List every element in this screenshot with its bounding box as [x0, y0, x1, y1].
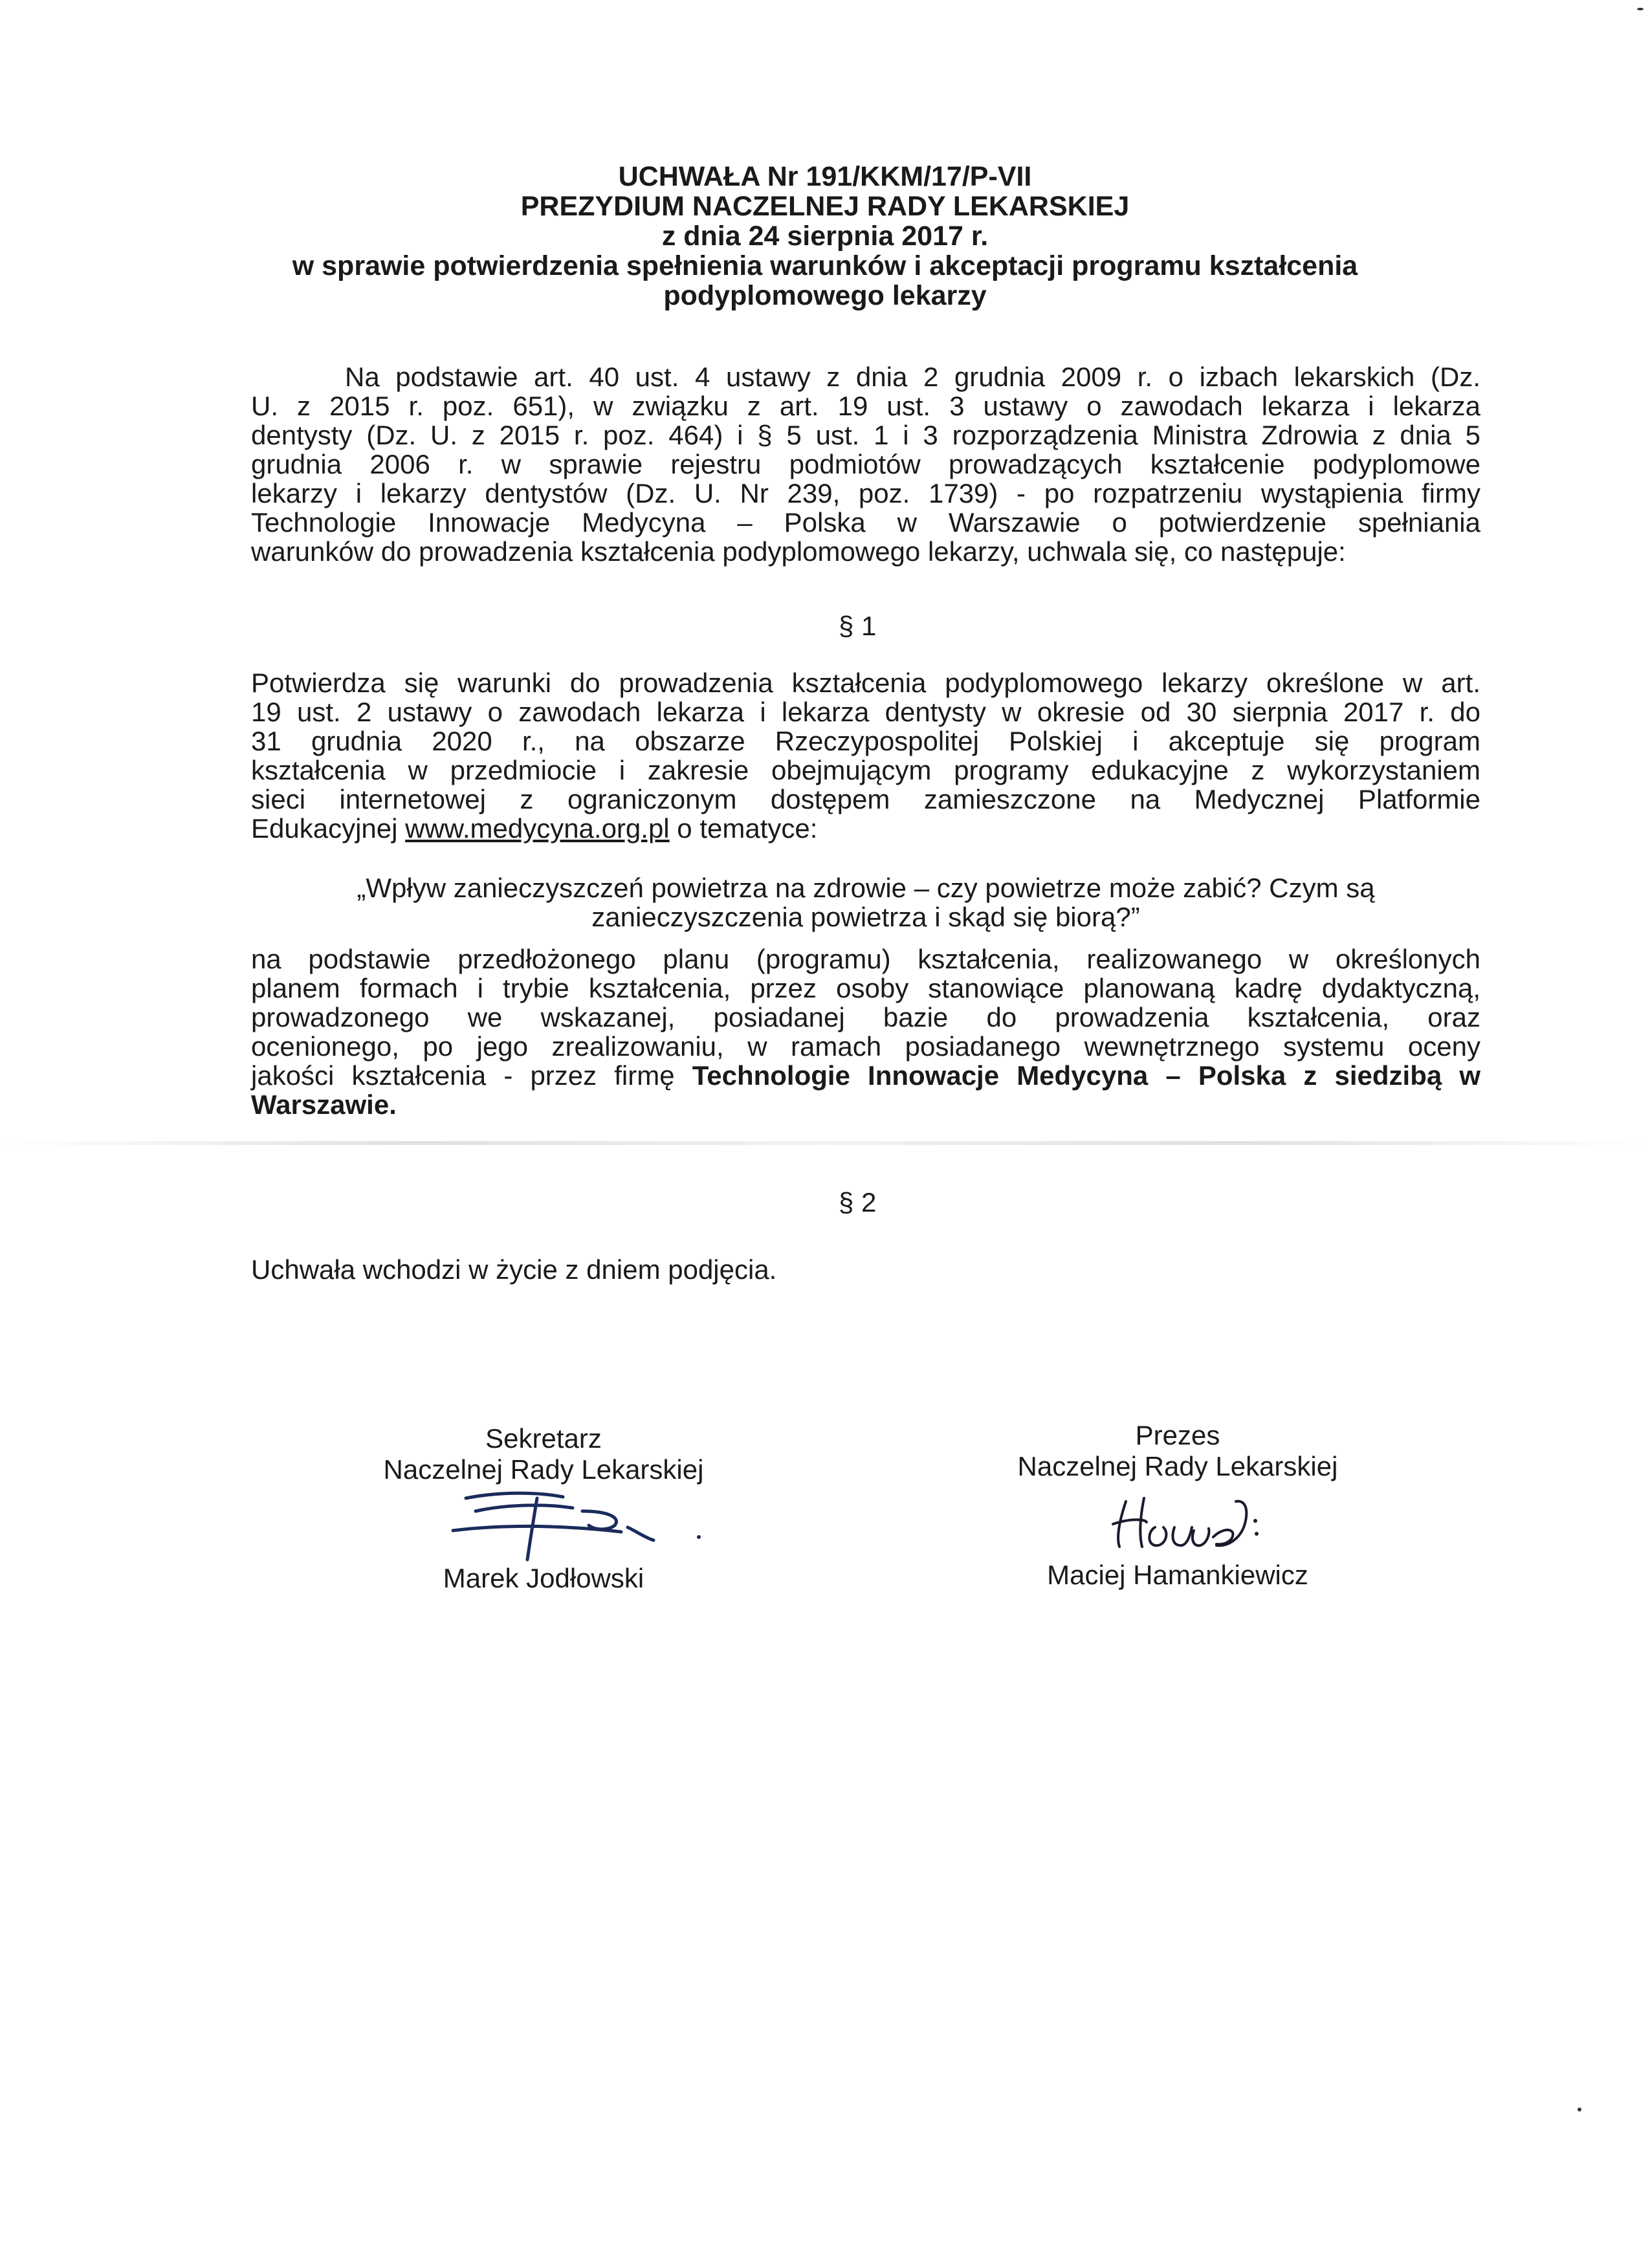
signature-block-secretary	[349, 1423, 738, 1594]
section-1-line: Edukacyjnej www.medycyna.org.pl o tematyce:	[251, 813, 818, 844]
company-city: Warszawie.	[251, 1089, 397, 1120]
section-2-text: Uchwała wchodzi w życie z dniem podjęcia.	[251, 1254, 777, 1285]
section-1-line: planem formach i trybie kształcenia, przez osoby stanowiące planowaną kadrę dydaktyczną,	[251, 973, 1480, 1003]
platform-link[interactable]: www.medycyna.org.pl	[405, 813, 670, 844]
intro-line: dentysty (Dz. U. z 2015 r. poz. 464) i § 5 ust. 1 i 3 rozporządzenia Ministra Zdrowia z dnia 5	[251, 420, 1480, 450]
signer-name: Marek Jodłowski	[443, 1563, 644, 1593]
quote-line: „Wpływ zanieczyszczeń powietrza na zdrowie – czy powietrze może zabić? Czym są	[357, 873, 1375, 903]
section-1-line: kształcenia w przedmiocie i zakresie obejmującym programy edukacyjne z wykorzystaniem	[251, 755, 1480, 785]
signer-title: Sekretarz	[485, 1423, 602, 1454]
quote-line: zanieczyszczenia powietrza i skąd się biorą?”	[591, 902, 1140, 932]
program-topic-quote	[251, 873, 1480, 932]
section-1-line: Potwierdza się warunki do prowadzenia kształcenia podyplomowego lekarzy określone w art.	[251, 668, 1480, 698]
signer-title: Prezes	[1135, 1420, 1220, 1450]
signer-name: Maciej Hamankiewicz	[1047, 1560, 1308, 1590]
scan-speck	[1637, 8, 1644, 10]
company-name: Technologie Innowacje Medycyna – Polska z siedzibą w	[692, 1060, 1480, 1091]
resolution-subject-cont: podyplomowego lekarzy	[663, 280, 987, 311]
section-1-paragraph	[251, 668, 1480, 843]
handwritten-signature-icon	[349, 1485, 738, 1563]
resolution-number: UCHWAŁA Nr 191/KKM/17/P-VII	[618, 161, 1032, 192]
signer-body: Naczelnej Rady Lekarskiej	[1017, 1451, 1338, 1481]
section-1-line: sieci internetowej z ograniczonym dostępem zamieszczone na Medycznej Platformie	[251, 784, 1480, 814]
scan-artifact	[0, 1141, 1650, 1145]
intro-line: warunków do prowadzenia kształcenia podyplomowego lekarzy, uchwala się, co następuje:	[251, 536, 1346, 567]
section-1-line: na podstawie przedłożonego planu (programu) kształcenia, realizowanego w określonych	[251, 944, 1480, 974]
handwritten-signature-icon	[977, 1482, 1378, 1560]
resolution-subject: w sprawie potwierdzenia spełnienia warunków i akceptacji programu kształcenia	[292, 250, 1358, 281]
intro-paragraph	[251, 362, 1480, 566]
section-1-line: 19 ust. 2 ustawy o zawodach lekarza i lekarza dentysty w okresie od 30 sierpnia 2017 r. do	[251, 697, 1480, 727]
intro-line: lekarzy i lekarzy dentystów (Dz. U. Nr 239, poz. 1739) - po rozpatrzeniu wystąpienia firmy	[251, 478, 1480, 508]
issuing-body: PREZYDIUM NACZELNEJ RADY LEKARSKIEJ	[520, 191, 1130, 222]
intro-line: Technologie Innowacje Medycyna – Polska w Warszawie o potwierdzenie spełniania	[251, 507, 1480, 538]
section-1-line	[251, 1090, 1480, 1119]
document-header	[194, 162, 1456, 311]
section-1-line: jakości kształcenia - przez firmę Technologie Innowacje Medycyna – Polska z siedzibą w	[251, 1060, 1480, 1091]
intro-line: U. z 2015 r. poz. 651), w związku z art. 19 ust. 3 ustawy o zawodach lekarza i lekarza	[251, 391, 1480, 421]
section-1-line: ocenionego, po jego zrealizowaniu, w ramach posiadanego wewnętrznego systemu oceny	[251, 1031, 1480, 1062]
section-1-continuation	[251, 944, 1480, 1119]
resolution-date: z dnia 24 sierpnia 2017 r.	[661, 221, 989, 252]
intro-line: Na podstawie art. 40 ust. 4 ustawy z dnia 2 grudnia 2009 r. o izbach lekarskich (Dz.	[345, 362, 1480, 392]
section-1-line: 31 grudnia 2020 r., na obszarze Rzeczypospolitej Polskiej i akceptuje się program	[251, 726, 1480, 756]
intro-line: grudnia 2006 r. w sprawie rejestru podmiotów prowadzących kształcenie podyplomowe	[251, 449, 1480, 479]
section-1-mark: § 1	[839, 611, 877, 641]
signer-body: Naczelnej Rady Lekarskiej	[383, 1454, 704, 1485]
signature-block-president	[977, 1420, 1378, 1591]
section-2-mark: § 2	[839, 1187, 877, 1217]
scan-speck	[1578, 2108, 1581, 2111]
section-1-line: prowadzonego we wskazanej, posiadanej bazie do prowadzenia kształcenia, oraz	[251, 1002, 1480, 1032]
